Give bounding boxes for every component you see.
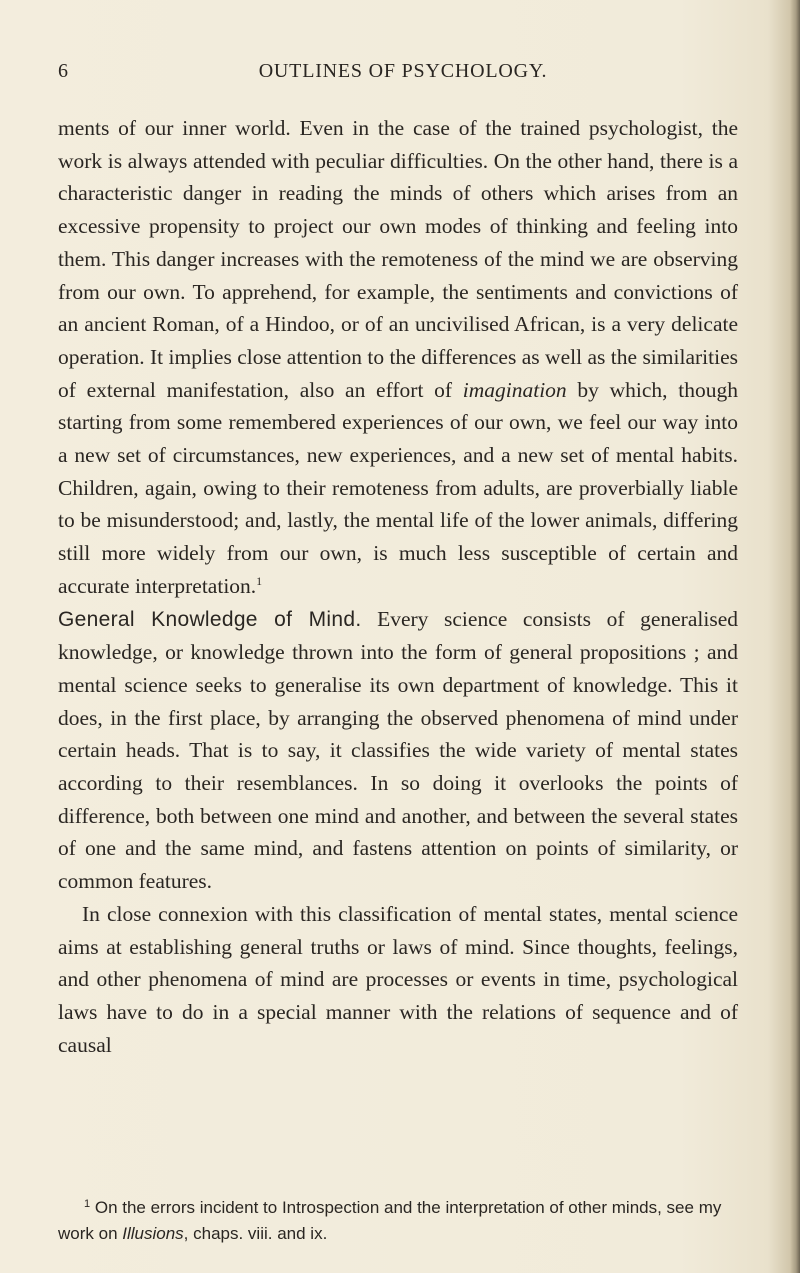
page-number: 6 [58, 60, 69, 82]
paragraph-text: by which, though starting from some remembered experiences of our own, we feel our way into a new set of circumstances, new experiences, and a new set of mental habits. Children, again, owing to their remoteness from adults, are proverbially liable to be misunderstood; and, lastly, the mental life of the lower animals, differing still more widely from our own, is much less susceptible of certain and accurate interpretation. [58, 377, 738, 598]
paragraph-text: ments of our inner world. Even in the case of the trained psychologist, the work is always attended with peculiar difficulties. On the other hand, there is a characteristic danger in reading the minds of others which arises from an excessive propensity to project our own modes of thinking and feeling into them. This danger increases with the remoteness of the mind we are observing from our own. To apprehend, for example, the sentiments and convictions of an ancient Roman, of a Hindoo, or of an uncivilised African, is a very delicate operation. It implies close attention to the differences as well as the similarities of external manifestation, also an effort of [58, 116, 738, 402]
paragraph-text: Every science consists of generalised knowledge, or knowledge thrown into the form of general propositions ; and mental science seeks to generalise its own department of knowledge. This it does, in the first place, by arranging the observed phenomena of mind under certain heads. That is to say, it classifies the wide variety of mental states according to their resemblances. In so doing it overlooks the points of difference, both between one mind and another, and between the several states of one and the same mind, and fastens attention on points of similarity, or common features. [58, 606, 738, 894]
footnote-emphasis: Illusions [122, 1224, 184, 1243]
paragraph-laws [58, 898, 738, 1062]
footnote-marker: 1 [84, 1198, 91, 1210]
emphasis-imagination: imagination [462, 377, 567, 402]
footnote-reference: 1 [256, 573, 263, 588]
footnote [58, 1195, 748, 1247]
page-header [58, 60, 748, 90]
page-edge-shadow [790, 0, 800, 1273]
footnote-text: , chaps. viii. and ix. [183, 1224, 328, 1243]
section-heading: General Knowledge of Mind. [58, 607, 362, 631]
paragraph-continued [58, 112, 738, 603]
paragraph-general-knowledge [58, 603, 738, 898]
body-text [58, 112, 738, 1061]
running-head: OUTLINES OF PSYCHOLOGY. [258, 60, 548, 82]
paragraph-text: In close connexion with this classification of mental states, mental science aims at establishing general truths or laws of mind. Since thoughts, feelings, and other phenomena of mind are processes or events in time, psychological laws have to do in a special manner with the relations of sequence and of causal [58, 901, 738, 1057]
footnote-text: On the errors incident to Introspection and the interpretation of other minds, see my work on [58, 1198, 722, 1243]
